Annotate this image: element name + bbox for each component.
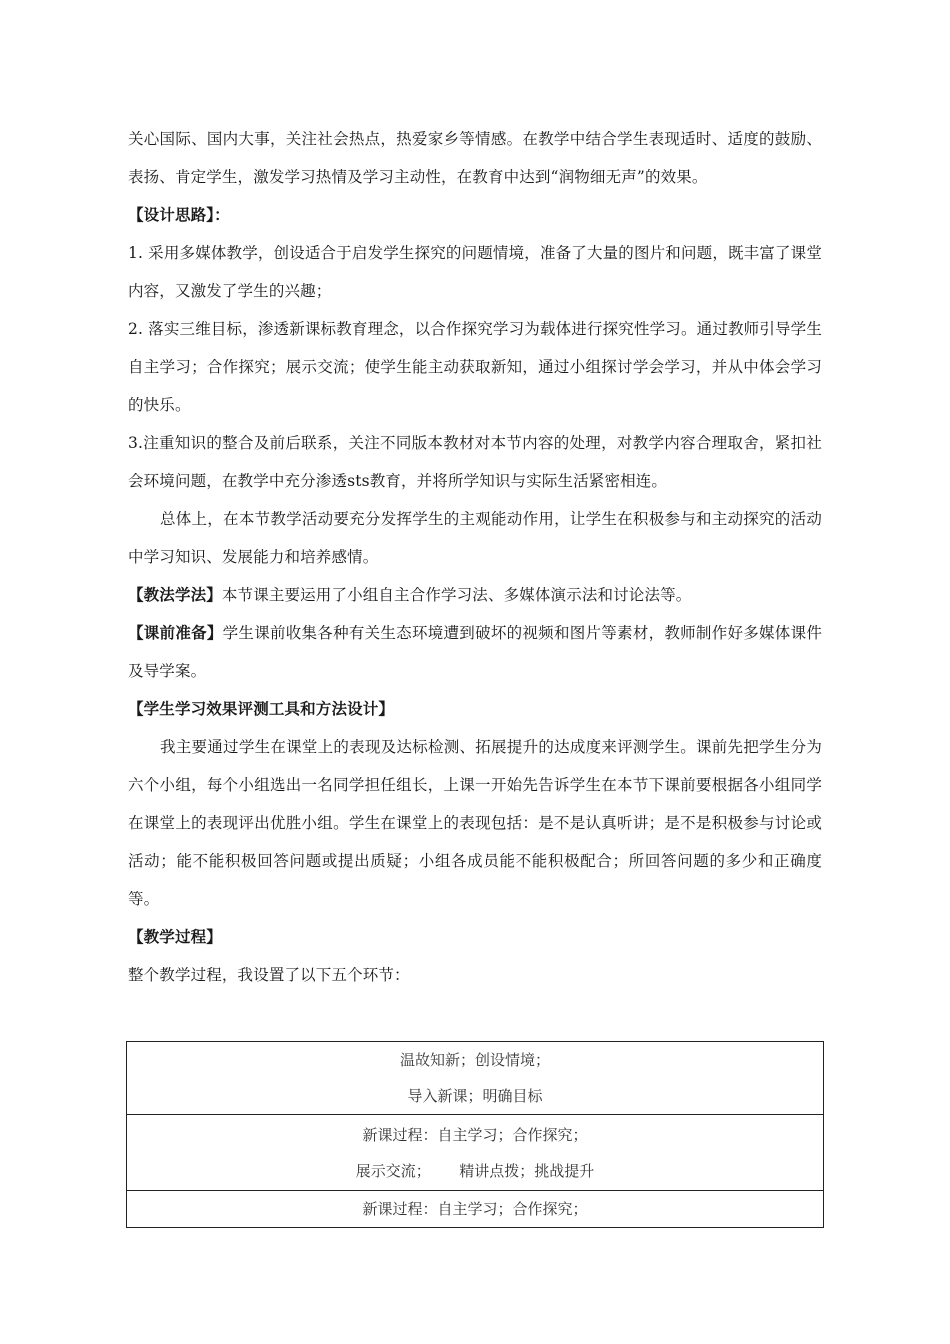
flow-cell-line: 温故知新；创设情境； [399,1051,550,1069]
flow-cell [127,1042,824,1115]
process-flow-table [126,1041,824,1228]
flow-row [127,1042,824,1115]
design-item-1: 1. 采用多媒体教学，创设适合于启发学生探究的问题情境，准备了大量的图片和问题，既丰富了课堂内容，又激发了学生的兴趣； [128,244,822,300]
design-item-2: 2. 落实三维目标，渗透新课标教育理念，以合作探究学习为载体进行探究性学习。通过教师引导学生自主学习；合作探究；展示交流；使学生能主动获取新知，通过小组探讨学会学习，并从中体会学习的快乐。 [128,320,822,414]
method-paragraph [128,576,822,614]
paragraph-values: 关心国际、国内大事，关注社会热点，热爱家乡等情感。在教学中结合学生表现适时、适度的鼓励、表扬、肯定学生，激发学习热情及学习主动性，在教育中达到“润物细无声”的效果。 [128,130,822,186]
flow-cell-line: 新课过程：自主学习；合作探究； [362,1125,588,1144]
process-heading: 【教学过程】 [128,927,222,946]
flow-cell [127,1191,824,1228]
prep-text: 学生课前收集各种有关生态环境遭到破坏的视频和图片等素材，教师制作好多媒体课件及导学案。 [128,624,822,680]
flow-row [127,1191,824,1228]
eval-heading: 【学生学习效果评测工具和方法设计】 [128,699,395,718]
method-label: 【教法学法】 [128,585,222,604]
flow-cell [127,1115,824,1191]
prep-paragraph [128,614,822,690]
prep-label: 【课前准备】 [128,623,223,642]
flow-cell-line: 新课过程：自主学习；合作探究； [362,1200,588,1218]
flow-row [127,1115,824,1191]
flow-cell-line: 展示交流； 精讲点拨；挑战提升 [355,1161,595,1180]
design-heading: 【设计思路】： [128,205,230,224]
flow-cell-line: 导入新课；明确目标 [407,1087,543,1105]
method-text: 本节课主要运用了小组自主合作学习法、多媒体演示法和讨论法等。 [221,586,692,604]
summary-paragraph: 总体上，在本节教学活动要充分发挥学生的主观能动作用，让学生在积极参与和主动探究的活动中学习知识、发展能力和培养感情。 [128,510,822,566]
eval-paragraph: 我主要通过学生在课堂上的表现及达标检测、拓展提升的达成度来评测学生。课前先把学生分为六个小组，每个小组选出一名同学担任组长，上课一开始先告诉学生在本节下课前要根据各小组同学在课堂上的表现评出优胜小组。学生在课堂上的表现包括：是不是认真听讲；是不是积极参与讨论或活动；能不能积极回答问题或提出质疑；小组各成员能不能积极配合；所回答问题的多少和正确度等。 [128,738,822,908]
process-intro: 整个教学过程，我设置了以下五个环节： [128,966,410,984]
design-item-3: 3.注重知识的整合及前后联系，关注不同版本教材对本节内容的处理，对教学内容合理取舍，紧扣社会环境问题，在教学中充分渗透sts教育，并将所学知识与实际生活紧密相连。 [128,434,822,490]
document-body [128,120,822,994]
